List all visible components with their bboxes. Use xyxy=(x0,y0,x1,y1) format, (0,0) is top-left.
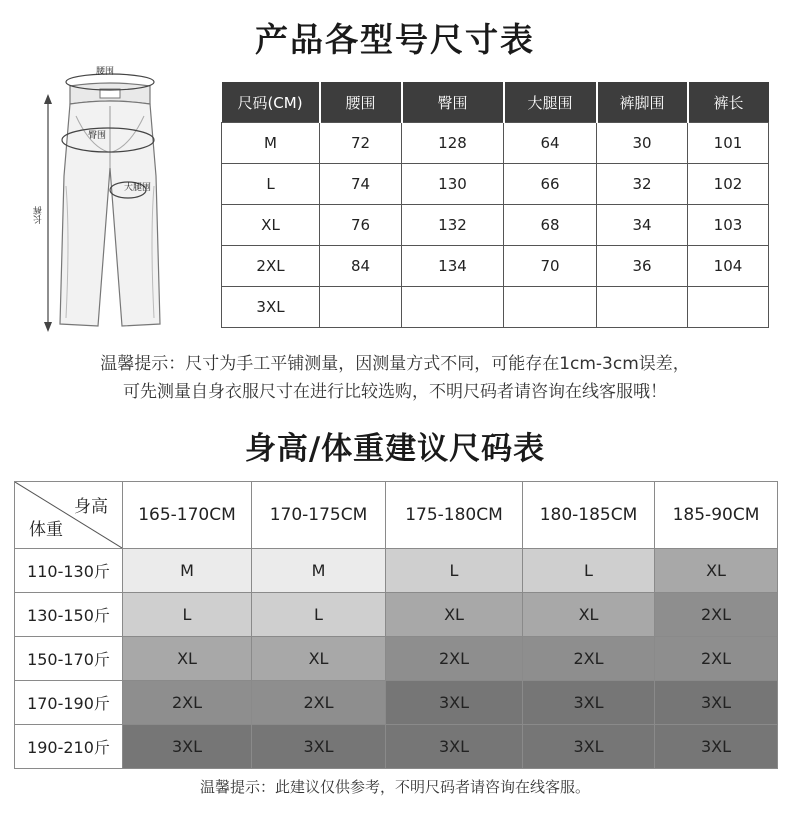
size-cell: XL xyxy=(222,205,320,246)
weight-label: 170-190斤 xyxy=(15,681,123,725)
height-header: 175-180CM xyxy=(386,482,523,549)
hem-cell: 32 xyxy=(597,164,688,205)
recommendation-table xyxy=(14,481,778,769)
col-header-waist: 腰围 xyxy=(320,82,402,123)
recommendation-title: 身高/体重建议尺码表 xyxy=(244,431,546,467)
size-recommendation: 3XL xyxy=(123,725,252,769)
col-header-hip: 臀围 xyxy=(402,82,504,123)
length-cell: 101 xyxy=(688,123,769,164)
thigh-label: 大腿围 xyxy=(124,183,152,193)
thigh-cell: 68 xyxy=(504,205,597,246)
size-recommendation: M xyxy=(123,549,252,593)
weight-label: 130-150斤 xyxy=(15,593,123,637)
hem-cell: 30 xyxy=(597,123,688,164)
size-recommendation: XL xyxy=(523,593,655,637)
size-cell: M xyxy=(222,123,320,164)
weight-label: 190-210斤 xyxy=(15,725,123,769)
size-table xyxy=(221,82,769,328)
size-recommendation: 3XL xyxy=(655,681,778,725)
measurement-tip-line2: 可先测量自身衣服尺寸在进行比较选购，不明尺码者请咨询在线客服哦！ xyxy=(123,382,667,402)
table-row xyxy=(222,205,769,246)
waist-cell: 76 xyxy=(320,205,402,246)
thigh-cell: 66 xyxy=(504,164,597,205)
col-header-length: 裤长 xyxy=(688,82,769,123)
size-recommendation: 2XL xyxy=(386,637,523,681)
size-cell: 3XL xyxy=(222,287,320,328)
size-recommendation: L xyxy=(123,593,252,637)
size-recommendation: XL xyxy=(123,637,252,681)
table-row xyxy=(222,123,769,164)
weight-label: 150-170斤 xyxy=(15,637,123,681)
size-recommendation: 2XL xyxy=(655,637,778,681)
size-recommendation: XL xyxy=(386,593,523,637)
height-header: 165-170CM xyxy=(123,482,252,549)
weight-label: 110-130斤 xyxy=(15,549,123,593)
measurement-tip-line1: 温馨提示：尺寸为手工平铺测量，因测量方式不同，可能存在1cm-3cm误差， xyxy=(100,354,690,374)
waist-cell xyxy=(320,287,402,328)
length-cell xyxy=(688,287,769,328)
length-cell: 104 xyxy=(688,246,769,287)
size-recommendation: M xyxy=(252,549,386,593)
page-title: 产品各型号尺寸表 xyxy=(255,20,535,59)
hip-cell xyxy=(402,287,504,328)
size-cell: L xyxy=(222,164,320,205)
col-header-hem: 裤脚围 xyxy=(597,82,688,123)
height-header: 185-90CM xyxy=(655,482,778,549)
size-recommendation: L xyxy=(386,549,523,593)
size-recommendation: 3XL xyxy=(252,725,386,769)
corner-weight-label: 体重 xyxy=(29,520,63,540)
size-recommendation: 2XL xyxy=(252,681,386,725)
waist-cell: 74 xyxy=(320,164,402,205)
size-recommendation: L xyxy=(252,593,386,637)
corner-cell xyxy=(15,482,123,549)
table-row xyxy=(15,681,778,725)
corner-height-label: 身高 xyxy=(74,497,108,517)
size-recommendation: 2XL xyxy=(523,637,655,681)
pants-measurement-diagram xyxy=(30,56,200,342)
thigh-cell xyxy=(504,287,597,328)
hip-cell: 132 xyxy=(402,205,504,246)
table-row xyxy=(15,637,778,681)
hem-cell xyxy=(597,287,688,328)
size-recommendation: 2XL xyxy=(123,681,252,725)
measurement-tip xyxy=(0,350,790,406)
length-cell: 102 xyxy=(688,164,769,205)
size-cell: 2XL xyxy=(222,246,320,287)
hem-cell: 34 xyxy=(597,205,688,246)
height-header: 170-175CM xyxy=(252,482,386,549)
table-row xyxy=(222,246,769,287)
recommendation-tip: 温馨提示：此建议仅供参考，不明尺码者请咨询在线客服。 xyxy=(199,778,590,796)
size-recommendation: 3XL xyxy=(523,681,655,725)
thigh-cell: 70 xyxy=(504,246,597,287)
length-cell: 103 xyxy=(688,205,769,246)
table-row xyxy=(15,593,778,637)
table-row xyxy=(222,164,769,205)
col-header-size: 尺码(CM) xyxy=(222,82,320,123)
size-table-header xyxy=(222,82,769,123)
size-recommendation: 3XL xyxy=(655,725,778,769)
pants-outline-icon xyxy=(30,56,200,342)
table-row xyxy=(222,287,769,328)
size-recommendation: XL xyxy=(252,637,386,681)
hip-cell: 134 xyxy=(402,246,504,287)
table-row xyxy=(15,549,778,593)
waist-cell: 72 xyxy=(320,123,402,164)
table-row xyxy=(15,725,778,769)
height-header-row xyxy=(15,482,778,549)
hip-label: 臀围 xyxy=(88,131,107,141)
thigh-cell: 64 xyxy=(504,123,597,164)
waist-cell: 84 xyxy=(320,246,402,287)
hip-cell: 130 xyxy=(402,164,504,205)
hip-cell: 128 xyxy=(402,123,504,164)
height-header: 180-185CM xyxy=(523,482,655,549)
col-header-thigh: 大腿围 xyxy=(504,82,597,123)
size-recommendation: XL xyxy=(655,549,778,593)
size-recommendation: 2XL xyxy=(655,593,778,637)
size-recommendation: L xyxy=(523,549,655,593)
hem-cell: 36 xyxy=(597,246,688,287)
length-label: 长裤 xyxy=(34,206,44,224)
size-recommendation: 3XL xyxy=(386,725,523,769)
size-recommendation: 3XL xyxy=(523,725,655,769)
size-recommendation: 3XL xyxy=(386,681,523,725)
waist-label: 腰围 xyxy=(96,67,115,77)
